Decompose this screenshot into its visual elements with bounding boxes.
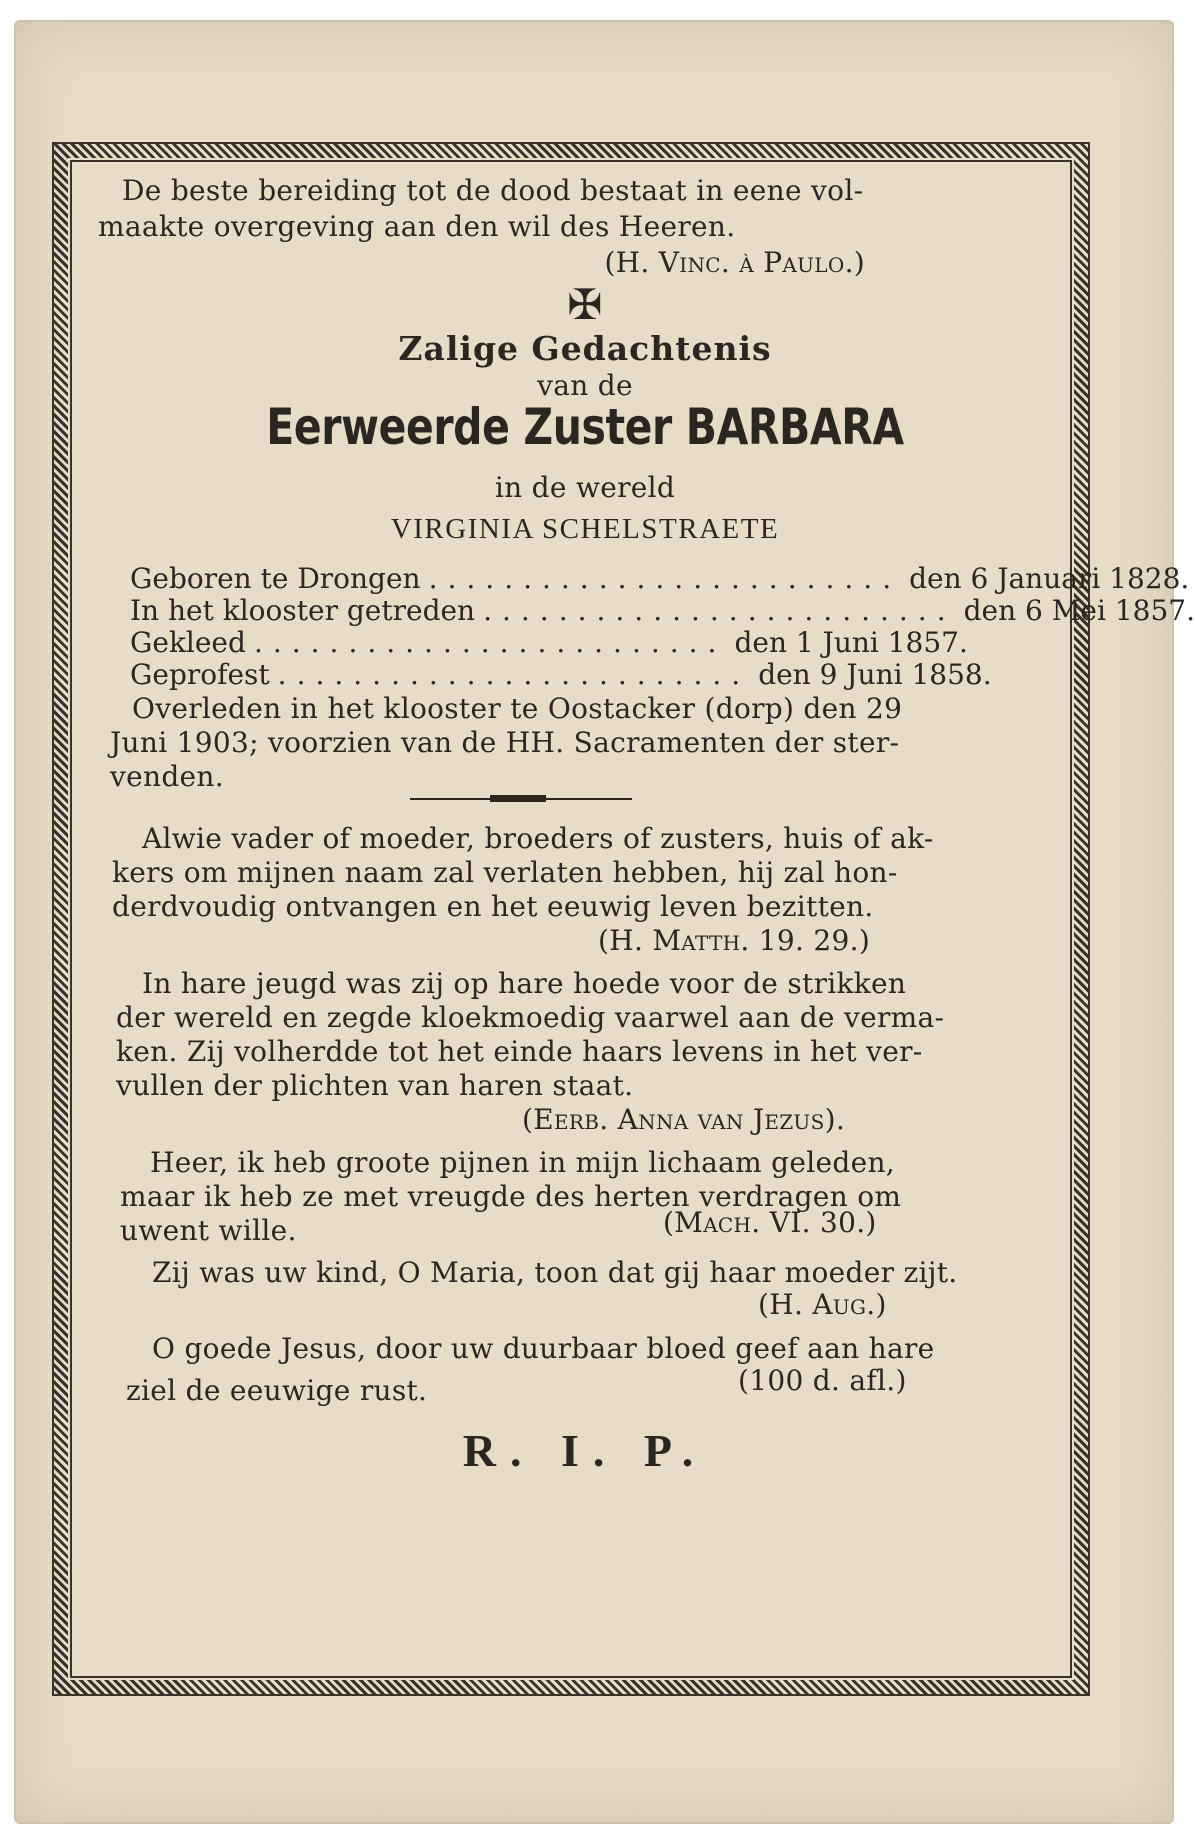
section-divider-center <box>490 795 546 802</box>
worldly-name: VIRGINIA SCHELSTRAETE <box>390 513 780 545</box>
quote2-line2: kers om mijnen naam zal verlaten hebben, hij zal hon- <box>112 856 898 889</box>
date-label: Gekleed <box>130 626 246 659</box>
quote-top-line2: maakte overgeving aan den wil des Heeren. <box>98 210 736 243</box>
death-line3: venden. <box>110 760 224 793</box>
quote3-source: (Eerb. Anna van Jezus). <box>522 1103 846 1136</box>
leader-dots: ......................... <box>277 658 751 691</box>
quote4-line1: Heer, ik heb groote pijnen in mijn lichaam geleden, <box>150 1146 895 1179</box>
date-row-birth <box>130 562 1190 595</box>
date-label: Geboren te Drongen <box>130 562 421 595</box>
prayer-line1: O goede Jesus, door uw duurbaar bloed geef aan hare <box>152 1332 935 1365</box>
date-label: Geprofest <box>130 658 270 691</box>
quote-top-source: (H. Vinc. à Paulo.) <box>604 246 865 279</box>
quote3-line1: In hare jeugd was zij op hare hoede voor de strikken <box>142 967 907 1000</box>
quote5-line1: Zij was uw kind, O Maria, toon dat gij haar moeder zijt. <box>152 1256 958 1289</box>
date-row-entered <box>130 594 1195 627</box>
cross-icon: ✠ <box>567 280 603 329</box>
quote4-source: (Mach. VI. 30.) <box>663 1206 877 1239</box>
date-value: den 6 Mei 1857. <box>963 594 1195 627</box>
date-row-clothed <box>130 626 968 659</box>
quote4-line2: maar ik heb ze met vreugde des herten verdragen om <box>120 1180 902 1213</box>
prayer-indulgence: (100 d. afl.) <box>738 1364 907 1397</box>
quote2-line1: Alwie vader of moeder, broeders of zusters, huis of ak- <box>142 822 934 855</box>
heading-in-de-wereld: in de wereld <box>494 471 676 504</box>
heading-title: Zalige Gedachtenis <box>398 329 772 368</box>
quote5-source: (H. Aug.) <box>758 1288 887 1321</box>
date-value: den 9 Juni 1858. <box>758 658 992 691</box>
leader-dots: ......................... <box>428 562 902 595</box>
date-value: den 1 Juni 1857. <box>734 626 968 659</box>
leader-dots: ......................... <box>253 626 727 659</box>
quote-top-line1: De beste bereiding tot de dood bestaat in eene vol- <box>122 174 864 207</box>
quote2-line3: derdvoudig ontvangen en het eeuwig leven bezitten. <box>112 890 874 923</box>
date-label: In het klooster getreden <box>130 594 476 627</box>
prayer-line2: ziel de eeuwige rust. <box>126 1374 428 1407</box>
date-value: den 6 Januari 1828. <box>909 562 1190 595</box>
leader-dots: ......................... <box>483 594 956 627</box>
quote4-line3: uwent wille. <box>120 1214 297 1247</box>
quote3-line2: der wereld en zegde kloekmoedig vaarwel aan de verma- <box>116 1001 945 1034</box>
quote3-line3: ken. Zij volherdde tot het einde haars levens in het ver- <box>116 1035 923 1068</box>
heading-van-de: van de <box>537 369 633 402</box>
death-line2: Juni 1903; voorzien van de HH. Sacramenten der ster- <box>110 726 900 759</box>
sister-name-title: Eerweerde Zuster BARBARA <box>266 398 904 456</box>
quote2-source: (H. Matth. 19. 29.) <box>598 924 871 957</box>
rip-text: R. I. P. <box>462 1425 708 1476</box>
date-row-professed <box>130 658 992 691</box>
quote3-line4: vullen der plichten van haren staat. <box>116 1069 634 1102</box>
death-line1: Overleden in het klooster te Oostacker (dorp) den 29 <box>132 692 903 725</box>
